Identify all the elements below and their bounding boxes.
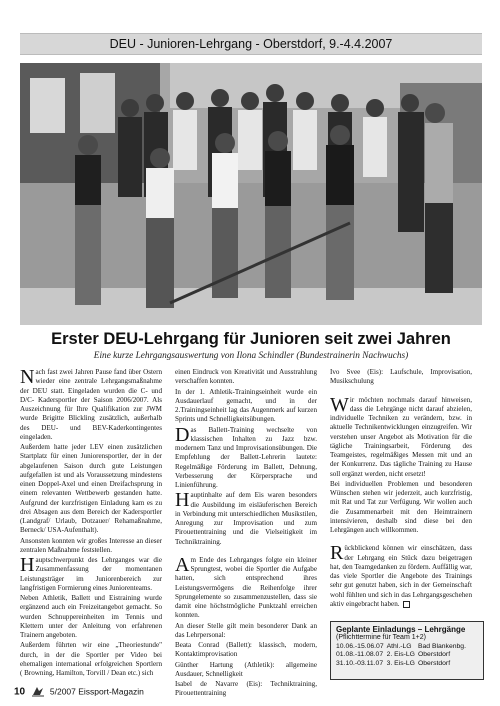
header-band: DEU - Junioren-Lehrgang - Oberstdorf, 9.-4.4.2007 <box>20 33 482 55</box>
paragraph: Neben Athletik, Ballett und Eistraining wurde ergänzend auch ein Freizeitangebot gemacht. So wurden Schnuppereinheiten im Tennis und Klettern unter der Anleitung von erfahrenen Trainern angeboten. <box>20 594 162 639</box>
magazine-name: Eissport-Magazin <box>78 686 144 697</box>
table-row <box>336 643 469 651</box>
paragraph: Hauptschwerpunkt des Lehrganges war die Zusammenfassung der momentanen Leistungsträger im Juniorenbereich zur langfristigen Formierung eines Juniorenteams. <box>20 554 162 592</box>
paragraph: einen Eindruck von Kreativität und Ausstrahlung verschaffen konnten. <box>175 368 317 386</box>
box-title: Geplante Einladungs – Lehrgänge <box>336 625 466 634</box>
paragraph <box>330 544 472 609</box>
group-photo-illustration <box>20 63 482 325</box>
paragraph: Ansonsten konnten wir großes Interesse an dieser zentralen Maßnahme feststellen. <box>20 536 162 554</box>
end-mark-icon <box>403 601 410 608</box>
paragraph: Das Ballett-Training wechselte von klassischen Inhalten zu Jazz bzw. modernem Tanz und Improvisationsübungen. Die Empfehlung der Ballett-Lehrerin lautete: Regelmäßige Förderung im Ballett, Dehnung, Verbesserung der Körpersprache und Linienführung. <box>175 423 317 489</box>
table-cell: Athl.-LG <box>386 643 412 650</box>
table-cell: Oberstdorf <box>417 651 451 659</box>
paragraph: Günther Hartung (Athletik): allgemeine Ausdauer, Schnelligkeit <box>175 660 317 678</box>
paragraph-text: Rückblickend können wir einschätzen, dass der Lehrgang ein Stück dazu beigetragen hat, den Teamgedanken zu fördern. Auffällig war, das viele Sportler die Angebote des Trainings sehr gut genutzt haben, sich in der Gemeinschaft wohl fühlten und sich in das Lehrgangsgeschehen aktiv eingebracht haben. <box>330 542 472 608</box>
paragraph: Am Ende des Lehrganges folgte ein kleiner Sprungtest, wobei die Sportler die Aufgabe hatten, sich entsprechend ihres Leistungsvermögens die Reihenfolge ihrer Sprungelemente so zusammenzustellen, dass sie damit eine höchstmögliche Punktzahl erreichen konnten. <box>175 553 317 620</box>
group-photo <box>20 63 482 325</box>
paragraph: Hauptinhalte auf dem Eis waren besonders die Ausbildung im eisläuferischen Bereich in Verbindung mit unterschiedlichen Musikstilen, Anregung zur Improvisation und zum Pirouettentraining und die Vielseitigkeit im Techniktraining. <box>175 489 317 546</box>
paragraph: Ivo Svee (Eis): Laufschule, Improvisation, Musikschulung <box>330 368 472 386</box>
paragraph: Nach fast zwei Jahren Pause fand über Ostern wieder eine zentrale Lehrgangsmaßnahme der DEU statt. Eingeladen wurden die C- und D/C- Kadersportler der Saison 2006/2007. Als Auszeichnung für Ihre Qualifikation zur JWM wurde Brigitte Blickling zusätzlich, außerhalb des DEU- und BEV-Kaderkontingentes eingeladen. <box>20 366 162 441</box>
table-row <box>336 660 469 668</box>
paragraph: Außerdem führten wir eine „Theoriestunde" durch, in der die Sportler per Video bei ehemaligen international erfolgreichen Sportlern ( Browning, Hamilton, Torvill / Dean etc.) sich <box>20 641 162 677</box>
paragraph: An dieser Stelle gilt mein besonderer Dank an das Lehrpersonal: <box>175 621 317 639</box>
table-row <box>336 651 469 659</box>
table-cell: Oberstdorf <box>417 659 451 667</box>
page-number: 10 <box>14 686 26 698</box>
article-headline: Erster DEU-Lehrgang für Junioren seit zwei Jahren <box>51 330 451 348</box>
table-cell: 3. Eis-LG <box>386 659 415 667</box>
box-subtitle: (Pflichttermine für Team 1+2) <box>336 634 426 641</box>
text-column-3 <box>330 368 472 610</box>
text-column-1 <box>20 368 162 679</box>
table-cell: 31.10.-03.11.07 <box>336 659 384 667</box>
paragraph: Wir möchten nochmals darauf hinweisen, dass die Lehrgänge nicht darauf abzielen, individuelle Techniken zu verändern, bzw. in aktuelle Technikentwicklungen einzugreifen. Wir verstehen unser Angebot als Motivation für die tägliche Trainingsarbeit, Förderung des Teamgeistes, regelmäßiges Messen mit und an der Konkurrenz. Das tägliche Training zu Hause soll ergänzt werden, nicht ersetzt! <box>330 393 472 478</box>
paragraph: In der 1. Athletik-Trainingseinheit wurde ein Ausdauerlauf gemacht, und in der 2.Trainingseinheit lag das Augenmerk auf kurzen Sprints und Schnelligkeitsübungen. <box>175 387 317 424</box>
schedule-table <box>336 643 469 668</box>
article-subhead: Eine kurze Lehrgangsauswertung von Ilona Schindler (Bundestrainerin Nachwuchs) <box>93 351 409 361</box>
paragraph: Bei individuellen Problemen und besonderen Wünschen stehen wir jederzeit, auch kurzfristig, mit Rat und Tat zur Verfügung. Wir wollen auch die Zusammenarbeit mit den Heimtrainern intensivieren, deshalb sind diese bei den Lehrgängen auch willkommen. <box>330 479 472 534</box>
paragraph: Isabel de Navarre (Eis): Techniktraining, Pirouettentraining <box>175 680 317 698</box>
text-column-2 <box>175 368 317 700</box>
table-cell: Bad Blankenbg. <box>417 643 466 650</box>
table-cell: 2. Eis-LG <box>386 651 415 659</box>
skater-logo-icon <box>31 685 45 699</box>
page-footer <box>14 685 484 699</box>
lehrgaenge-box <box>330 621 484 680</box>
table-cell: 01.08.-11.08.07 <box>336 651 384 659</box>
table-cell: 10.06.-15.06.07 <box>336 643 384 650</box>
paragraph: Beata Conrad (Ballett): klassisch, modern, Kontaktimprovisation <box>175 641 317 659</box>
paragraph: Außerdem hatte jeder LEV einen zusätzlichen Startplatz für einen Juniorensportler, der in der abgelaufenen Saison durch gute Leistungen aufgefallen ist und als Voraussetzung mindestens einen Doppel-Axel und einen Dreifachsprung in einem relevanten Wettbewerb gestanden hatte. Aufgrund der kurzfristigen Einladung kam es zu drei Absagen aus dem Bereich der Kadersportler (Landgraf/ Urlaub, Dotzauer/ Rehamaßnahme, Berneck/ USA-Aufenthalt). <box>20 443 162 535</box>
issue-number: 5/2007 <box>49 686 76 697</box>
